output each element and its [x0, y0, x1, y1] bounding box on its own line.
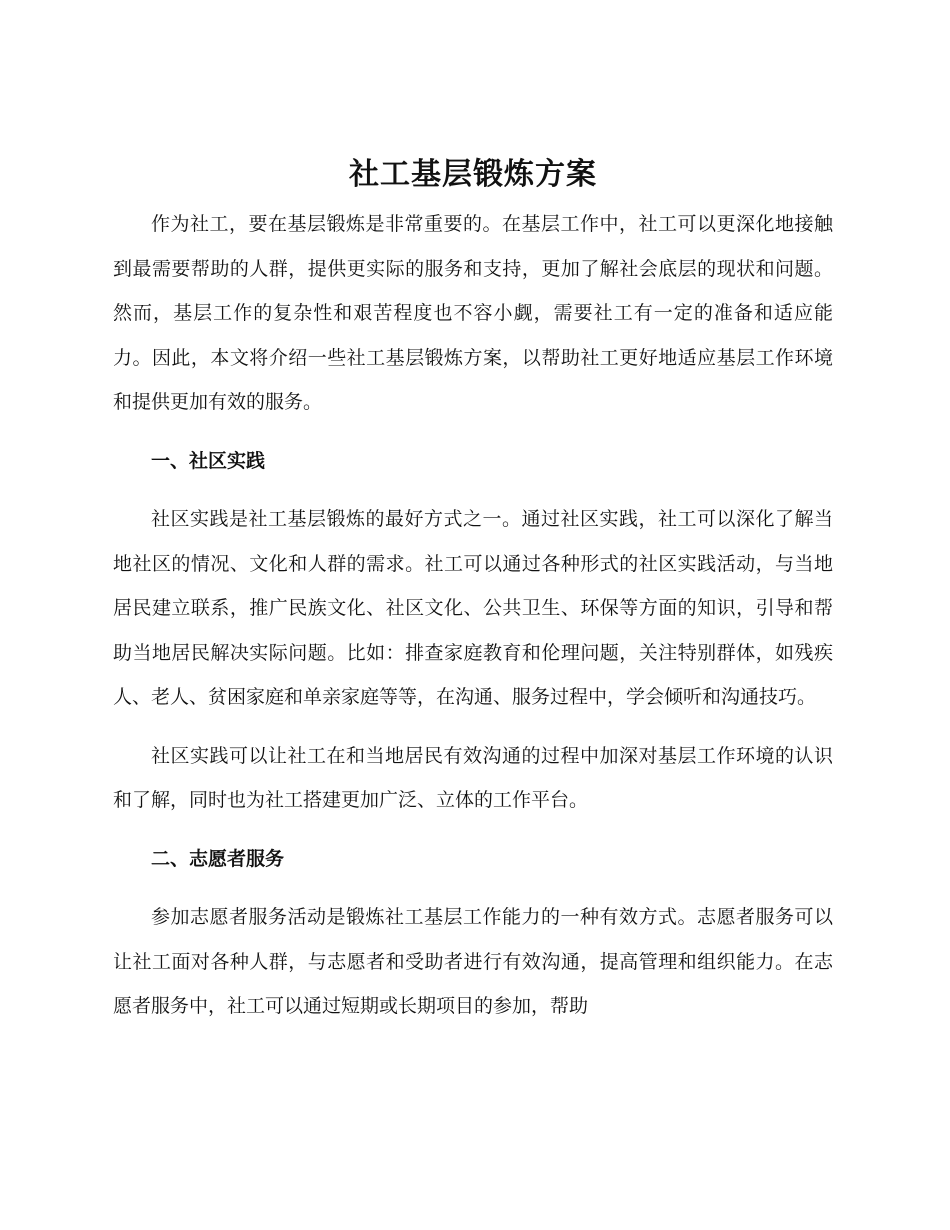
section-heading: 一、社区实践: [151, 449, 266, 472]
document-title: 社工基层锻炼方案: [349, 157, 597, 192]
intro-paragraph: 作为社工，要在基层锻炼是非常重要的。在基层工作中，社工可以更深化地接触到最需要帮助的人群，提供更实际的服务和支持，更加了解社会底层的现状和问题。然而，基层工作的复杂性和艰苦程度也不容小觑，需要社工有一定的准备和适应能力。因此，本文将介绍一些社工基层锻炼方案，以帮助社工更好地适应基层工作环境和提供更加有效的服务。: [113, 213, 833, 413]
body-paragraph: 社区实践是社工基层锻炼的最好方式之一。通过社区实践，社工可以深化了解当地社区的情况、文化和人群的需求。社工可以通过各种形式的社区实践活动，与当地居民建立联系，推广民族文化、社区文化、公共卫生、环保等方面的知识，引导和帮助当地居民解决实际问题。比如：排查家庭教育和伦理问题，关注特别群体，如残疾人、老人、贫困家庭和单亲家庭等等，在沟通、服务过程中，学会倾听和沟通技巧。: [113, 508, 833, 708]
section-community-practice: [113, 439, 833, 823]
section-heading: 二、志愿者服务: [151, 847, 285, 870]
body-paragraph: 参加志愿者服务活动是锻炼社工基层工作能力的一种有效方式。志愿者服务可以让社工面对各种人群，与志愿者和受助者进行有效沟通，提高管理和组织能力。在志愿者服务中，社工可以通过短期或长期项目的参加，帮助: [113, 906, 833, 1017]
section-volunteer-service: [113, 837, 833, 1029]
body-paragraph: 社区实践可以让社工在和当地居民有效沟通的过程中加深对基层工作环境的认识和了解，同时也为社工搭建更加广泛、立体的工作平台。: [113, 744, 833, 811]
